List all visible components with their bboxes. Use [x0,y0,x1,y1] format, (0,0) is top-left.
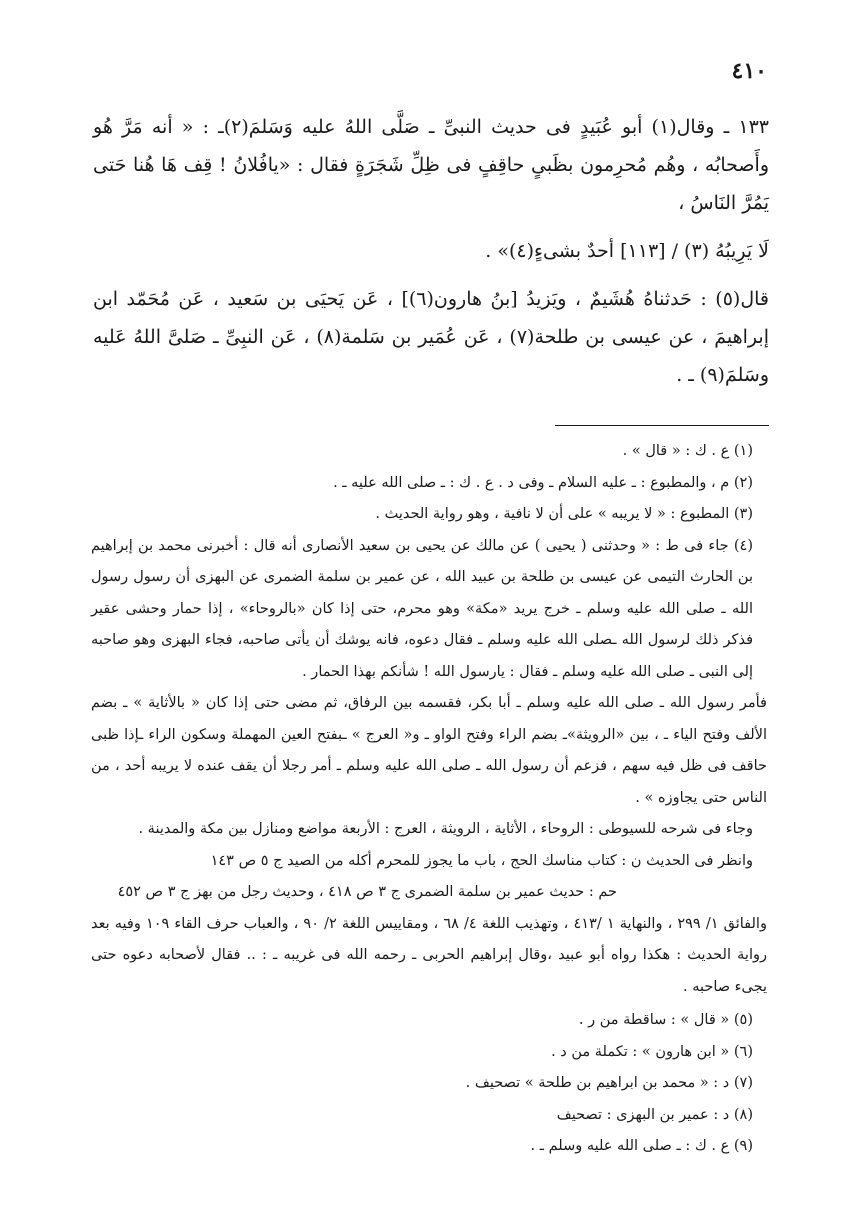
footnote-4-sources: والفائق ١/ ٢٩٩ ، والنهاية ١ /٤١٣ ، وتهذيب اللغة ٤/ ٦٨ ، ومقاييس اللغة ٢/ ٩٠ ، والعباب حرف القاء ١٠٩ وفيه بعد رواية الحديث : هكذا رواه أبو عبيد ،وقال إبراهيم الحربى ـ رحمه الله فى غريبه ـ : .. فقال لأصحابه دعوه حتى يجىء صاحبه . [91,915,767,995]
footnotes [91,436,767,1163]
footnote-4-continued: فأمر رسول الله ـ صلى الله عليه وسلم ـ أبا بكر، فقسمه بين الرفاق، ثم مضى حتى إذا كان « بالأثاية » ـ بضم الألف وفتح الياء ـ ، بين «الرويثة»ـ بضم الراء وفتح الواو ـ و« العرج » ـبفتح العين المهملة وسكون الراء ـإذا ظبى حاقف فى ظل فيه سهم ، فزعم أن رسول الله ـ صلى الله عليه وسلم ـ أمر رجلا أن يقف عنده لا يريبه أحد ، من الناس حتى يجاوزه » . [91,695,767,806]
footnote-4-ahmad: حم : حديث عمير بن سلمة الضمرى ج ٣ ص ٤١٨ ، وحديث رجل من بهز ج ٣ ص ٤٥٢ [117,884,617,900]
footnote-divider [555,425,769,426]
isnad-paragraph: قال(٥) : حَدثناهُ هُشَيمٌ ، ويَزيدُ [بنُ هارون(٦)] ، عَن يَحيَى بن سَعيد ، عَن مُحَمّد ابن إبراهيمَ ، عن عيسى بن طلحة(٧) ، عَن عُمَير بن سَلمة(٨) ، عَن النبِىِّ ـ صَلىَّ اللهُ عَليه وسَلمَ(٩) ـ . [93,288,769,386]
footnote-2: (٢) م ، والمطبوع : ـ عليه السلام ـ وفى د . ع . ك : ـ صلى الله عليه ـ . [333,474,753,491]
main-text [93,108,769,404]
footnote-3: (٣) المطبوع : « لا يريبه » على أن لا نافية ، وهو رواية الحديث . [375,506,753,522]
hadith-paragraph: ١٣٣ ـ وقال(١) أبو عُبَيدٍ فى حديث النبىِّ ـ صَلَّى اللهُ عليه وَسَلمَ(٢)ـ : « أنه مَرَّ هُو وأَصحابُه ، وهُم مُحرِمون بظَبىٍ حاقِفٍ فى ظِلِّ شَجَرَةٍ فقال : «يافُلانُ ! قِف هَا هُنا حَتى يَمُرَّ النَاسُ ، [93,116,769,214]
footnote-4-suyuti: وجاء فى شرحه للسيوطى : الروحاء ، الأثاية ، الرويثة ، العرج : الأربعة مواضع ومنازل بين مكة والمدينة . [138,821,753,837]
footnote-8: (٨) د : عمير بن البهزى : تصحيف [556,1106,753,1123]
page-number: ٤١٠ [731,58,767,84]
footnote-9: (٩) ع . ك : ـ صلى الله عليه وسلم ـ . [530,1138,753,1154]
footnote-4: (٤) جاء فى ط : « وحدثنى ( يحيى ) عن مالك عن يحيى بن سعيد الأنصارى أنه قال : أخبرنى محمد بن إبراهيم بن الحارث التيمى عن عيسى بن طلحة بن عبيد الله ، عن عمير بن سلمة الضمرى عن البهزى أن رسول رسول الله ـ صلى الله عليه وسلم ـ خرج يريد «مكة» وهو محرم، حتى إذا كان «بالروحاء» ، إذا حمار وحشى عقير فذكر ذلك لرسول الله ـصلى الله عليه وسلم ـ فقال دعوه، فانه يوشك أن يأتى صاحبه، فجاء البهزى وهو صاحبه إلى النبى ـ صلى الله عليه وسلم ـ فقال : يارسول الله ! شأنكم بهذا الحمار . [91,537,753,680]
footnote-4-nasai: وانظر فى الحديث ن : كتاب مناسك الحج ، باب ما يجوز للمحرم أكله من الصيد ج ٥ ص ١٤٣ [210,852,753,869]
footnote-6: (٦) « ابن هارون » : تكملة من د . [551,1043,753,1060]
footnote-1: (١) ع . ك : « قال » . [622,443,753,459]
hadith-continuation: لَا يَرِيبُهُ (٣) / [١١٣] أحدٌ بشىءٍ(٤)» . [485,240,769,262]
footnote-5: (٥) « قال » : ساقطة من ر . [578,1012,753,1028]
footnotes-lower [91,1005,767,1163]
footnote-7: (٧) د : « محمد بن ابراهيم بن طلحة » تصحيف . [465,1075,753,1091]
